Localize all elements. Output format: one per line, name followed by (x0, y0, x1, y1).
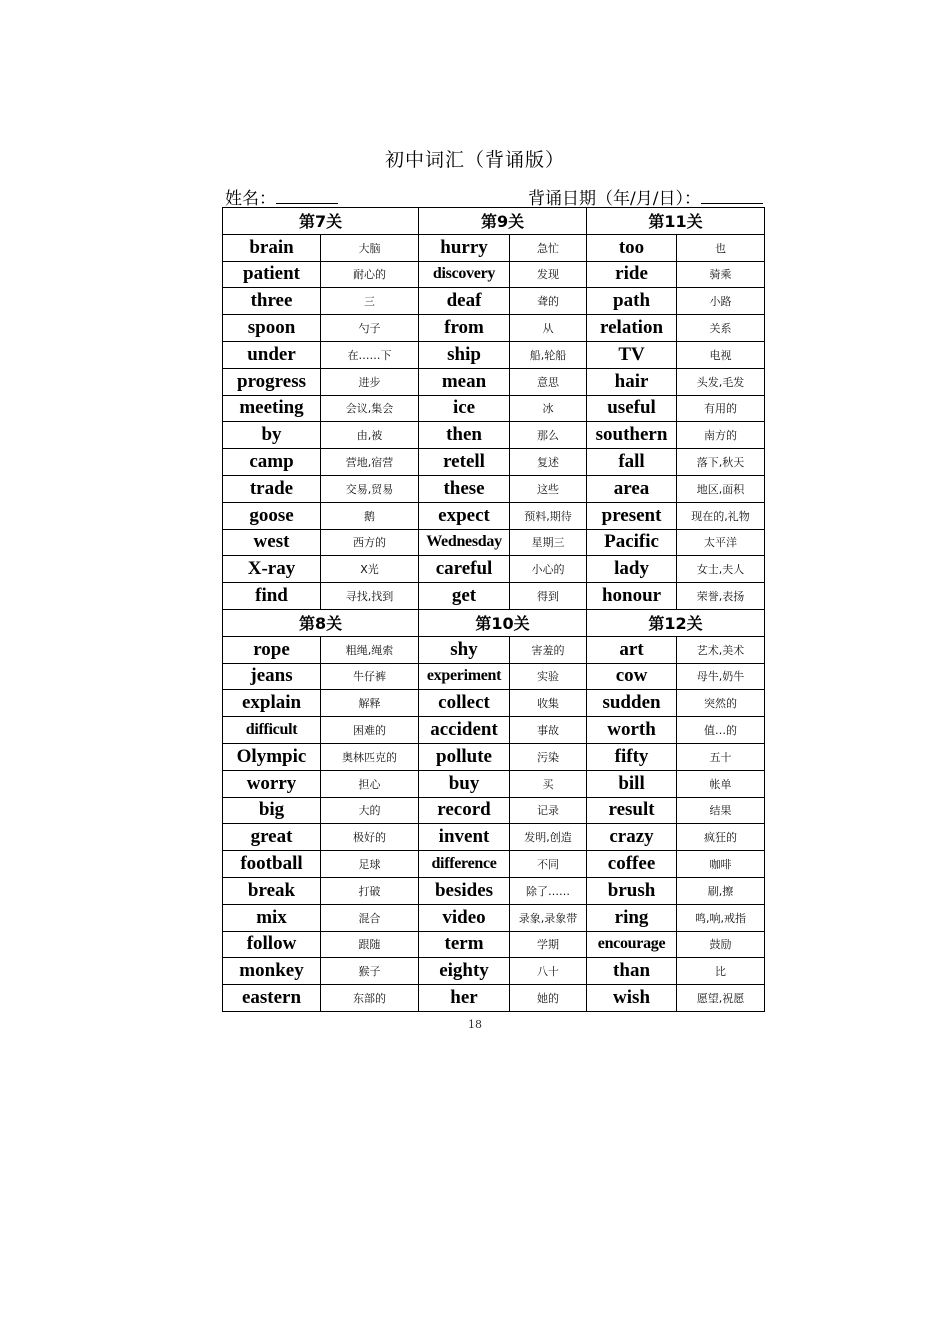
english-word: cow (587, 663, 677, 690)
chinese-meaning: 八十 (510, 958, 587, 985)
chinese-meaning: 那么 (510, 422, 587, 449)
table-row (223, 261, 765, 288)
english-word: careful (419, 556, 510, 583)
english-word: accident (419, 717, 510, 744)
chinese-meaning: 值…的 (677, 717, 765, 744)
chinese-meaning: 极好的 (321, 824, 419, 851)
chinese-meaning: 事故 (510, 717, 587, 744)
chinese-meaning: 记录 (510, 797, 587, 824)
english-word: result (587, 797, 677, 824)
english-word: from (419, 315, 510, 342)
english-word: brush (587, 877, 677, 904)
english-word: meeting (223, 395, 321, 422)
chinese-meaning: 女士,夫人 (677, 556, 765, 583)
chinese-meaning: 奥林匹克的 (321, 743, 419, 770)
chinese-meaning: 寻找,找到 (321, 583, 419, 610)
english-word: honour (587, 583, 677, 610)
table-row (223, 449, 765, 476)
english-word: brain (223, 234, 321, 261)
english-word: buy (419, 770, 510, 797)
chinese-meaning: 勺子 (321, 315, 419, 342)
chinese-meaning: 发现 (510, 261, 587, 288)
chinese-meaning: 地区,面积 (677, 475, 765, 502)
english-word: deaf (419, 288, 510, 315)
english-word: progress (223, 368, 321, 395)
table-row (223, 931, 765, 958)
table-row (223, 529, 765, 556)
chinese-meaning: 结果 (677, 797, 765, 824)
english-word: ride (587, 261, 677, 288)
chinese-meaning: 得到 (510, 583, 587, 610)
chinese-meaning: 学期 (510, 931, 587, 958)
chinese-meaning: 打破 (321, 877, 419, 904)
date-label: 背诵日期（年/月/日）： (528, 189, 701, 209)
name-field[interactable] (225, 184, 338, 209)
table-row (223, 422, 765, 449)
table-row (223, 985, 765, 1012)
chinese-meaning: 不同 (510, 851, 587, 878)
english-word: under (223, 341, 321, 368)
english-word: ring (587, 904, 677, 931)
english-word: expect (419, 502, 510, 529)
english-word: west (223, 529, 321, 556)
chinese-meaning: 骑乘 (677, 261, 765, 288)
table-row (223, 743, 765, 770)
chinese-meaning: 录象,录象带 (510, 904, 587, 931)
english-word: coffee (587, 851, 677, 878)
chinese-meaning: 疯狂的 (677, 824, 765, 851)
table-row (223, 797, 765, 824)
english-word: lady (587, 556, 677, 583)
english-word: worth (587, 717, 677, 744)
english-word: crazy (587, 824, 677, 851)
chinese-meaning: 混合 (321, 904, 419, 931)
english-word: TV (587, 341, 677, 368)
english-word: Wednesday (419, 529, 510, 556)
chinese-meaning: 鼓励 (677, 931, 765, 958)
english-word: her (419, 985, 510, 1012)
level-header: 第12关 (587, 609, 765, 636)
chinese-meaning: 意思 (510, 368, 587, 395)
level-header: 第9关 (419, 208, 587, 235)
chinese-meaning: 收集 (510, 690, 587, 717)
english-word: collect (419, 690, 510, 717)
chinese-meaning: 大脑 (321, 234, 419, 261)
english-word: rope (223, 636, 321, 663)
chinese-meaning: 电视 (677, 341, 765, 368)
english-word: mean (419, 368, 510, 395)
english-word: pollute (419, 743, 510, 770)
table-row (223, 663, 765, 690)
name-blank[interactable] (276, 187, 338, 204)
chinese-meaning: 西方的 (321, 529, 419, 556)
english-word: area (587, 475, 677, 502)
english-word: break (223, 877, 321, 904)
chinese-meaning: 关系 (677, 315, 765, 342)
chinese-meaning: X光 (321, 556, 419, 583)
chinese-meaning: 比 (677, 958, 765, 985)
chinese-meaning: 发明,创造 (510, 824, 587, 851)
chinese-meaning: 落下,秋天 (677, 449, 765, 476)
english-word: encourage (587, 931, 677, 958)
table-row (223, 690, 765, 717)
english-word: eastern (223, 985, 321, 1012)
english-word: these (419, 475, 510, 502)
chinese-meaning: 帐单 (677, 770, 765, 797)
table-row (223, 556, 765, 583)
english-word: follow (223, 931, 321, 958)
english-word: too (587, 234, 677, 261)
chinese-meaning: 在……下 (321, 341, 419, 368)
english-word: video (419, 904, 510, 931)
english-word: experiment (419, 663, 510, 690)
level-header: 第11关 (587, 208, 765, 235)
english-word: than (587, 958, 677, 985)
table-row (223, 583, 765, 610)
english-word: ship (419, 341, 510, 368)
english-word: explain (223, 690, 321, 717)
table-row (223, 958, 765, 985)
table-row (223, 877, 765, 904)
vocab-table (222, 207, 765, 1012)
chinese-meaning: 也 (677, 234, 765, 261)
table-row (223, 395, 765, 422)
table-row (223, 636, 765, 663)
english-word: spoon (223, 315, 321, 342)
english-word: fifty (587, 743, 677, 770)
english-word: besides (419, 877, 510, 904)
english-word: camp (223, 449, 321, 476)
chinese-meaning: 她的 (510, 985, 587, 1012)
chinese-meaning: 鸣,响,戒指 (677, 904, 765, 931)
chinese-meaning: 星期三 (510, 529, 587, 556)
chinese-meaning: 小路 (677, 288, 765, 315)
table-row (223, 288, 765, 315)
english-word: ice (419, 395, 510, 422)
chinese-meaning: 牛仔裤 (321, 663, 419, 690)
english-word: retell (419, 449, 510, 476)
section-header-row (223, 208, 765, 235)
english-word: hurry (419, 234, 510, 261)
chinese-meaning: 从 (510, 315, 587, 342)
english-word: wish (587, 985, 677, 1012)
table-row (223, 502, 765, 529)
chinese-meaning: 荣誉,表扬 (677, 583, 765, 610)
chinese-meaning: 咖啡 (677, 851, 765, 878)
chinese-meaning: 南方的 (677, 422, 765, 449)
chinese-meaning: 船,轮船 (510, 341, 587, 368)
english-word: eighty (419, 958, 510, 985)
chinese-meaning: 解释 (321, 690, 419, 717)
english-word: record (419, 797, 510, 824)
page-number: 18 (468, 1018, 482, 1031)
chinese-meaning: 愿望,祝愿 (677, 985, 765, 1012)
english-word: big (223, 797, 321, 824)
level-header: 第8关 (223, 609, 419, 636)
table-row (223, 770, 765, 797)
english-word: Olympic (223, 743, 321, 770)
chinese-meaning: 母牛,奶牛 (677, 663, 765, 690)
english-word: difficult (223, 717, 321, 744)
chinese-meaning: 交易,贸易 (321, 475, 419, 502)
table-row (223, 341, 765, 368)
english-word: trade (223, 475, 321, 502)
chinese-meaning: 足球 (321, 851, 419, 878)
chinese-meaning: 急忙 (510, 234, 587, 261)
english-word: path (587, 288, 677, 315)
english-word: three (223, 288, 321, 315)
date-field[interactable] (528, 184, 763, 209)
chinese-meaning: 营地,宿营 (321, 449, 419, 476)
table-row (223, 315, 765, 342)
chinese-meaning: 除了…… (510, 877, 587, 904)
english-word: hair (587, 368, 677, 395)
english-word: patient (223, 261, 321, 288)
english-word: Pacific (587, 529, 677, 556)
chinese-meaning: 这些 (510, 475, 587, 502)
english-word: discovery (419, 261, 510, 288)
english-word: football (223, 851, 321, 878)
chinese-meaning: 冰 (510, 395, 587, 422)
chinese-meaning: 鹅 (321, 502, 419, 529)
english-word: bill (587, 770, 677, 797)
english-word: term (419, 931, 510, 958)
chinese-meaning: 耐心的 (321, 261, 419, 288)
chinese-meaning: 进步 (321, 368, 419, 395)
chinese-meaning: 害羞的 (510, 636, 587, 663)
table-row (223, 717, 765, 744)
english-word: difference (419, 851, 510, 878)
english-word: find (223, 583, 321, 610)
chinese-meaning: 污染 (510, 743, 587, 770)
english-word: shy (419, 636, 510, 663)
chinese-meaning: 突然的 (677, 690, 765, 717)
section-header-row (223, 609, 765, 636)
english-word: southern (587, 422, 677, 449)
chinese-meaning: 五十 (677, 743, 765, 770)
english-word: get (419, 583, 510, 610)
english-word: mix (223, 904, 321, 931)
chinese-meaning: 刷,擦 (677, 877, 765, 904)
english-word: useful (587, 395, 677, 422)
chinese-meaning: 复述 (510, 449, 587, 476)
chinese-meaning: 困难的 (321, 717, 419, 744)
chinese-meaning: 有用的 (677, 395, 765, 422)
chinese-meaning: 太平洋 (677, 529, 765, 556)
chinese-meaning: 猴子 (321, 958, 419, 985)
english-word: X-ray (223, 556, 321, 583)
chinese-meaning: 现在的,礼物 (677, 502, 765, 529)
chinese-meaning: 大的 (321, 797, 419, 824)
table-row (223, 851, 765, 878)
english-word: monkey (223, 958, 321, 985)
chinese-meaning: 头发,毛发 (677, 368, 765, 395)
chinese-meaning: 聋的 (510, 288, 587, 315)
date-blank[interactable] (701, 187, 763, 204)
chinese-meaning: 由,被 (321, 422, 419, 449)
english-word: sudden (587, 690, 677, 717)
level-header: 第10关 (419, 609, 587, 636)
table-row (223, 824, 765, 851)
chinese-meaning: 东部的 (321, 985, 419, 1012)
chinese-meaning: 实验 (510, 663, 587, 690)
chinese-meaning: 买 (510, 770, 587, 797)
chinese-meaning: 担心 (321, 770, 419, 797)
english-word: goose (223, 502, 321, 529)
english-word: art (587, 636, 677, 663)
chinese-meaning: 三 (321, 288, 419, 315)
chinese-meaning: 粗绳,绳索 (321, 636, 419, 663)
chinese-meaning: 会议,集会 (321, 395, 419, 422)
english-word: by (223, 422, 321, 449)
english-word: relation (587, 315, 677, 342)
info-row (225, 184, 763, 208)
table-row (223, 904, 765, 931)
chinese-meaning: 跟随 (321, 931, 419, 958)
english-word: worry (223, 770, 321, 797)
table-row (223, 234, 765, 261)
english-word: jeans (223, 663, 321, 690)
page-title: 初中词汇（背诵版） (384, 149, 565, 171)
english-word: invent (419, 824, 510, 851)
english-word: present (587, 502, 677, 529)
english-word: fall (587, 449, 677, 476)
table-row (223, 475, 765, 502)
english-word: great (223, 824, 321, 851)
name-label: 姓名： (225, 189, 276, 209)
english-word: then (419, 422, 510, 449)
chinese-meaning: 预料,期待 (510, 502, 587, 529)
chinese-meaning: 艺术,美术 (677, 636, 765, 663)
level-header: 第7关 (223, 208, 419, 235)
table-row (223, 368, 765, 395)
chinese-meaning: 小心的 (510, 556, 587, 583)
